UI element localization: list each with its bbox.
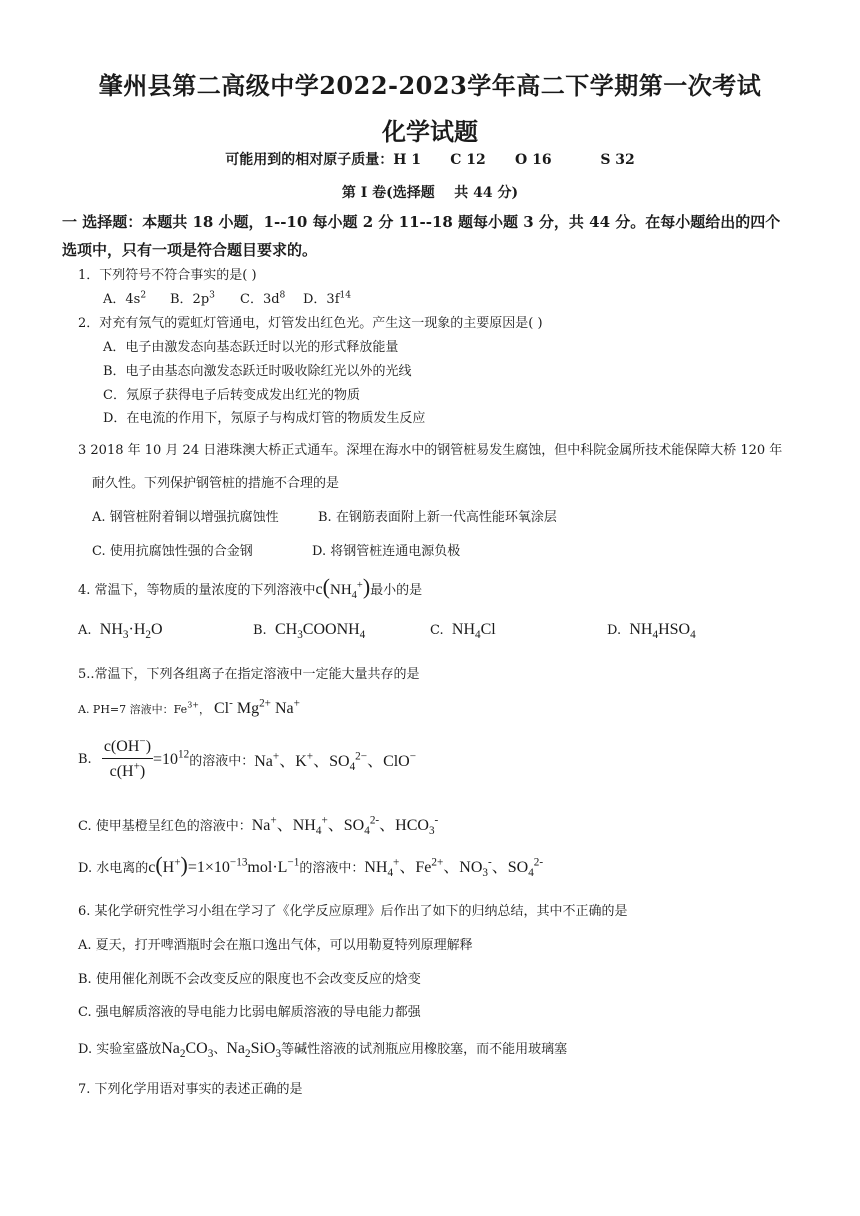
q5-stem: 5..常温下，下列各组离子在指定溶液中一定能大量共存的是 <box>78 667 420 682</box>
q3-stem-line1: 3 2018 年 10 月 24 日港珠澳大桥正式通车。深埋在海水中的钢管桩易发生腐蚀，但中科院金属所技术能保障大桥 120 年 <box>78 443 783 458</box>
subject-title: 化学试题 <box>382 117 478 146</box>
q1-stem: 1．下列符号不符合事实的是( ) <box>78 268 257 283</box>
q6-option-d: D. 实验室盛放$Na_2CO_3$、$Na_2SiO_3$等碱性溶液的试剂瓶应用橡胶塞，而不能用玻璃塞 <box>78 1040 568 1061</box>
q1-option-d: D．$3f^{14}$ <box>303 290 352 307</box>
q1-option-b: B．$2p^3$ <box>170 290 215 307</box>
q6-option-b: B. 使用催化剂既不会改变反应的限度也不会改变反应的焓变 <box>78 972 421 987</box>
q2-stem: 2．对充有氖气的霓虹灯管通电，灯管发出红色光。产生这一现象的主要原因是( ) <box>78 316 543 331</box>
section-instructions: 一 选择题：本题共 18 小题，1--10 每小题 2 分 11--18 题每小题 3 分，共 44 分。在每小题给出的四个选项中，只有一项是符合题目要求的。 <box>62 213 781 259</box>
q5-option-b: B. $\frac{c(OH^-)}{c(H^+)}$ $=10^{12}$的溶液中：Na+、K+、$SO_4^{2-}$、ClO− <box>78 735 417 780</box>
q3-option-d: D. 将钢管桩连通电源负极 <box>312 544 461 559</box>
q6-option-a: A. 夏天，打开啤酒瓶时会在瓶口逸出气体，可以用勒夏特列原理解释 <box>78 938 473 953</box>
q2-option-c: C．氖原子获得电子后转变成发出红光的物质 <box>103 388 360 403</box>
q3-option-c: C. 使用抗腐蚀性强的合金钢 <box>92 544 253 559</box>
q4-option-c: C. $NH_4Cl$ <box>430 621 496 642</box>
q2-option-d: D．在电流的作用下，氖原子与构成灯管的物质发生反应 <box>103 411 426 426</box>
q3-option-a: A. 钢管桩附着铜以增强抗腐蚀性 <box>92 510 279 525</box>
q5-option-a: A. PH=7 溶液中：$Fe^{3+}$， Cl- $Mg^{2+}$ Na+ <box>78 697 300 717</box>
part-heading: 第 I 卷(选择题 共 44 分) <box>341 185 519 201</box>
exam-title: 肇州县第二高级中学2022-2023学年高二下学期第一次考试 <box>98 71 762 100</box>
q5-option-c: C. 使甲基橙呈红色的溶液中：Na+、$NH_4^+$、$SO_4^{2-}$、$HCO_3^-$ <box>78 814 439 838</box>
q6-option-c: C. 强电解质溶液的导电能力比弱电解质溶液的导电能力都强 <box>78 1005 421 1020</box>
q2-option-b: B．电子由基态向激发态跃迁时吸收除红光以外的光线 <box>103 364 412 379</box>
q7-stem: 7. 下列化学用语对事实的表述正确的是 <box>78 1082 303 1097</box>
q6-stem: 6. 某化学研究性学习小组在学习了《化学反应原理》后作出了如下的归纳总结，其中不正确的是 <box>78 904 628 919</box>
q4-option-d: D. $NH_4HSO_4$ <box>607 621 696 642</box>
q3-option-b: B. 在钢筋表面附上新一代高性能环氧涂层 <box>318 510 557 525</box>
q4-option-b: B. $CH_3COONH_4$ <box>253 621 366 642</box>
q2-option-a: A．电子由激发态向基态跃迁时以光的形式释放能量 <box>103 340 399 355</box>
q4-option-a: A. $NH_3\cdot H_2O$ <box>78 621 163 642</box>
atomic-masses: 可能用到的相对原子质量：H 1 C 12 O 16 S 32 <box>225 152 635 168</box>
q3-stem-line2: 耐久性。下列保护钢管桩的措施不合理的是 <box>92 476 340 491</box>
q1-option-a: A．$4s^2$ <box>103 290 147 307</box>
q5-option-d: D. 水电离的$c(H^+)=1\times 10^{-13}mol\cdot L^{-1}$的溶液中：$NH_4^+$、$Fe^{2+}$、$NO_3^-$、$SO_4^{2-}$ <box>78 852 544 880</box>
q1-option-c: C．$3d^8$ <box>240 290 286 307</box>
q4-stem: 4. 常温下，等物质的量浓度的下列溶液中$c(NH_4^+)$最小的是 <box>78 574 423 601</box>
